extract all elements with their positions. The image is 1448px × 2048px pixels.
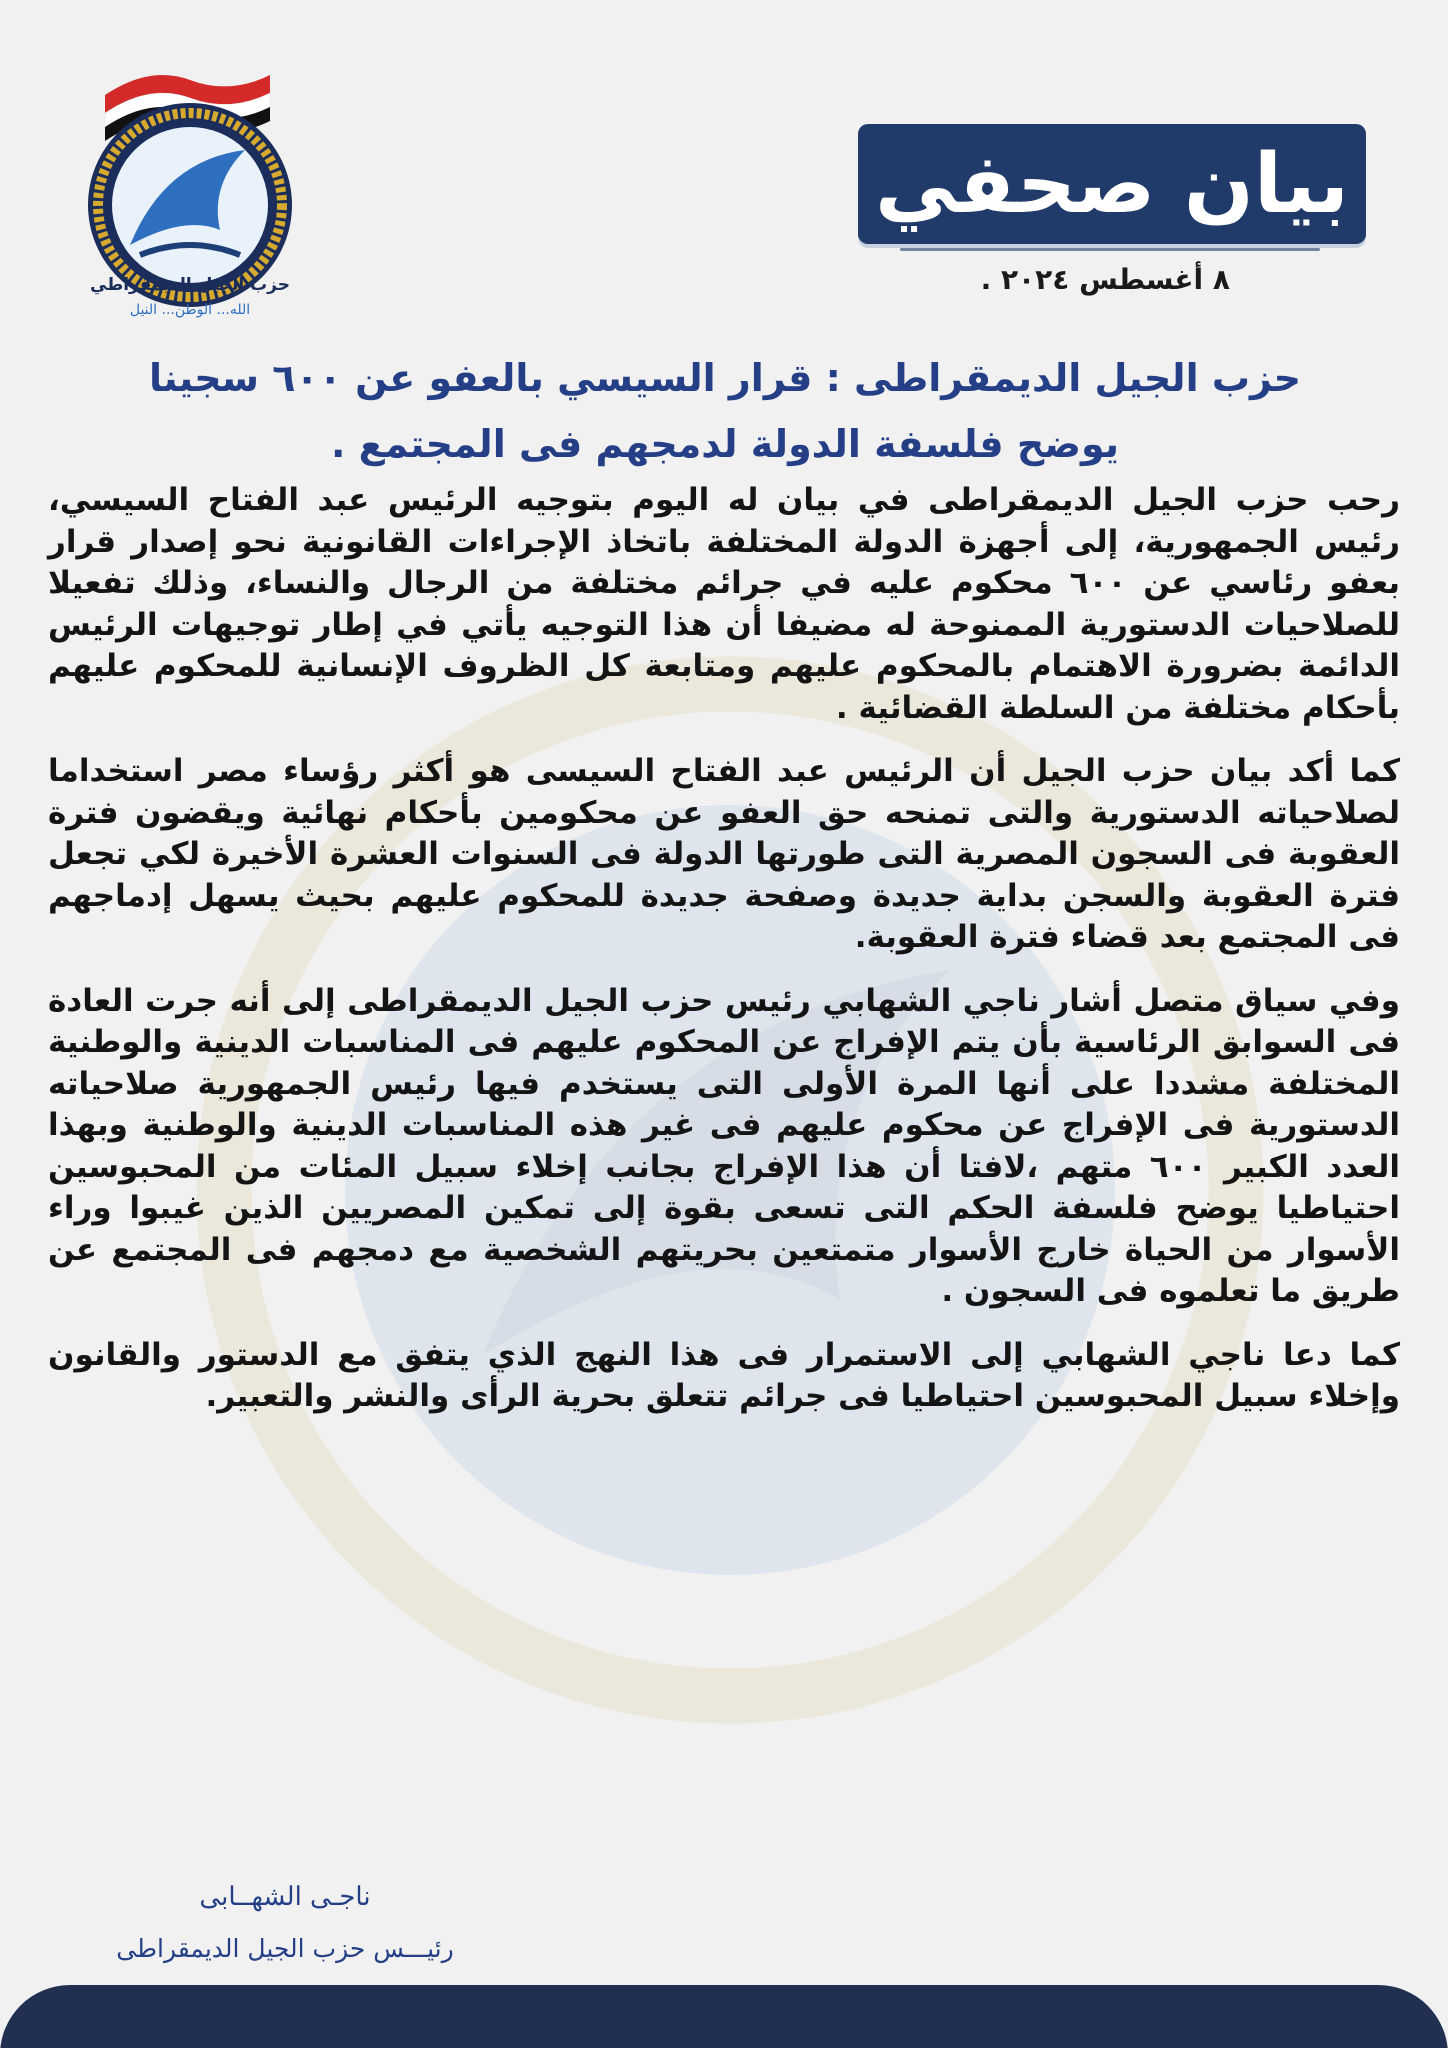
page-title: بيان صحفي: [858, 124, 1366, 244]
logo-motto: الله... الوطن... النيل: [129, 302, 251, 318]
release-date: ٨ أغسطس ٢٠٢٤ .: [980, 263, 1230, 296]
headline: [140, 345, 1310, 477]
signature-name: ناجـى الشهــابى: [199, 1882, 371, 1912]
title-underline: [900, 248, 1320, 251]
signature: [90, 1882, 480, 1963]
logo-party-name: حزب الجيل الديمقراطي: [90, 275, 290, 295]
signature-title: رئيـــس حزب الجيل الديمقراطى: [116, 1934, 454, 1963]
body-paragraph-2: كما أكد بيان حزب الجيل أن الرئيس عبد الفتاح السيسى هو أكثر رؤساء مصر استخداما لصلاحياته الدستورية والتى تمنحه حق العفو عن محكومين بأحكام نهائية ويقضون فترة العقوبة فى السجون المصرية التى طورتها الدولة فى السنوات العشرة الأخيرة لكي تجعل فترة العقوبة والسجن بداية جديدة وصفحة جديدة للمحكوم عليهم بحيث يسهل إدماجهم فى المجتمع بعد قضاء فترة العقوبة.: [48, 753, 1400, 955]
body-paragraph-4: كما دعا ناجي الشهابي إلى الاستمرار فى هذا النهج الذي يتفق مع الدستور والقانون وإخلاء سبيل المحبوسين احتياطيا فى جرائم تتعلق بحرية الرأى والنشر والتعبير.: [48, 1336, 1400, 1414]
footer-band: [0, 1985, 1448, 2048]
body-paragraph-1: رحب حزب الجيل الديمقراطى في بيان له اليوم بتوجيه الرئيس عبد الفتاح السيسي، رئيس الجمهورية، إلى أجهزة الدولة المختلفة باتخاذ الإجراءات القانونية نحو إصدار قرار بعفو رئاسي عن ٦٠٠ محكوم عليه في جرائم مختلفة من الرجال والنساء، وذلك تفعيلا للصلاحيات الدستورية الممنوحة له مضيفا أن هذا التوجيه يأتي في إطار توجيهات الرئيس الدائمة بضرورة الاهتمام بالمحكوم عليهم ومتابعة كل الظروف الإنسانية للمحكوم عليهم بأحكام مختلفة من السلطة القضائية .: [48, 482, 1401, 726]
body-text: [48, 480, 1400, 1440]
headline-line-2: يوضح فلسفة الدولة لدمجهم فى المجتمع .: [330, 422, 1120, 466]
party-logo-icon: [70, 55, 310, 340]
headline-line-1: حزب الجيل الديمقراطى : قرار السيسي بالعفو عن ٦٠٠ سجينا: [148, 356, 1302, 400]
body-paragraph-3: وفي سياق متصل أشار ناجي الشهابي رئيس حزب الجيل الديمقراطى إلى أنه جرت العادة فى السوابق الرئاسية بأن يتم الإفراج عن المحكوم عليهم فى المناسبات الدينية والوطنية المختلفة مشددا على أنها المرة الأولى التى يستخدم فيها رئيس الجمهورية صلاحياته الدستورية فى الإفراج عن محكوم عليهم فى غير هذه المناسبات الدينية والوطنية وبهذا العدد الكبير ٦٠٠ متهم ،لافتا أن هذا الإفراج بجانب إخلاء سبيل المئات من المحبوسين احتياطيا يوضح فلسفة الحكم التى تسعى بقوة إلى تمكين المصريين الذين غيبوا وراء الأسوار من الحياة خارج الأسوار متمتعين بحريتهم الشخصية مع دمجهم فى المجتمع عن طريق ما تعلموه فى السجون .: [48, 982, 1400, 1309]
